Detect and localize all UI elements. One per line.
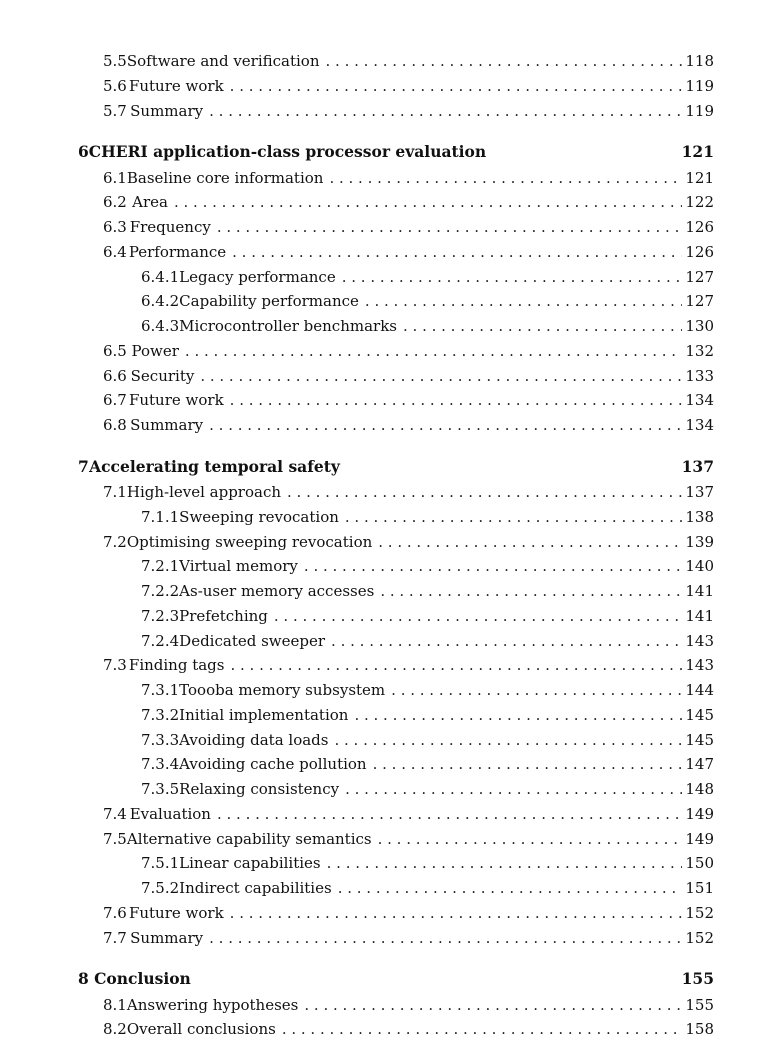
dot-leader — [226, 389, 683, 411]
toc-section-row[interactable] — [103, 481, 714, 503]
dot-leader — [226, 902, 683, 924]
toc-number: 6.8 — [103, 416, 127, 434]
toc-page-number: 143 — [685, 632, 714, 650]
dot-leader — [376, 580, 682, 602]
toc-number: 7.1 — [103, 483, 127, 501]
dot-leader — [325, 167, 682, 189]
toc-page-number: 144 — [685, 681, 714, 699]
toc-page-number: 126 — [685, 243, 714, 261]
toc-number: 6.1 — [103, 169, 127, 187]
toc-number: 7.1.1 — [141, 508, 180, 526]
toc-page-number: 149 — [685, 830, 714, 848]
toc-subsection-row[interactable] — [141, 580, 714, 602]
toc-title: Security — [130, 367, 195, 385]
toc-number: 7.7 — [103, 929, 127, 947]
toc-page-number: 137 — [685, 483, 714, 501]
dot-leader — [226, 654, 682, 676]
toc-title: Baseline core information — [126, 169, 324, 187]
toc-title: Summary — [130, 929, 204, 947]
toc-number: 8.2 — [103, 1020, 127, 1038]
toc-subsection-row[interactable] — [141, 506, 714, 528]
toc-number: 7.2.1 — [141, 557, 180, 575]
toc-subsection-row[interactable] — [141, 877, 714, 899]
dot-leader — [374, 828, 683, 850]
toc-title: Performance — [128, 243, 227, 261]
toc-page-number: 118 — [685, 52, 714, 70]
dot-leader — [399, 315, 682, 337]
toc-subsection-row[interactable] — [141, 729, 714, 751]
toc-section-row[interactable] — [103, 828, 714, 850]
toc-page-number: 141 — [685, 582, 714, 600]
toc-title: Answering hypotheses — [126, 996, 299, 1014]
toc-subsection-row[interactable] — [141, 605, 714, 627]
dot-leader — [322, 50, 683, 72]
toc-page-number: 141 — [685, 607, 714, 625]
toc-title: Future work — [128, 904, 224, 922]
toc-page-number: 149 — [685, 805, 714, 823]
toc-number: 7.3.2 — [141, 706, 180, 724]
toc-title: Overall conclusions — [126, 1020, 276, 1038]
toc-section-row[interactable] — [103, 994, 714, 1016]
toc-title: Prefetching — [179, 607, 268, 625]
toc-page-number: 155 — [685, 996, 714, 1014]
toc-subsection-row[interactable] — [141, 555, 714, 577]
toc-title: As-user memory accesses — [179, 582, 375, 600]
toc-title: Relaxing consistency — [179, 780, 340, 798]
toc-number: 6.7 — [103, 391, 127, 409]
toc-section-row[interactable] — [103, 414, 714, 436]
toc-number: 5.5 — [103, 52, 127, 70]
toc-number: 6.4.1 — [141, 268, 180, 286]
toc-subsection-row[interactable] — [141, 778, 714, 800]
toc-title: Accelerating temporal safety — [89, 457, 340, 476]
toc-number: 6.3 — [103, 218, 127, 236]
toc-title: Virtual memory — [179, 557, 298, 575]
toc-page-number: 119 — [685, 102, 714, 120]
toc-subsection-row[interactable] — [141, 753, 714, 775]
toc-number: 6 — [78, 142, 89, 161]
dot-leader — [327, 630, 682, 652]
toc-section-row[interactable] — [103, 100, 714, 122]
dot-leader — [361, 290, 682, 312]
toc-number: 7.2 — [103, 533, 127, 551]
toc-page-number: 145 — [685, 706, 714, 724]
toc-section-row[interactable] — [103, 902, 714, 924]
toc-title: Microcontroller benchmarks — [179, 317, 397, 335]
toc-page-number: 127 — [685, 292, 714, 310]
toc-section-row[interactable] — [103, 803, 714, 825]
toc-title: Software and verification — [126, 52, 320, 70]
dot-leader — [369, 753, 683, 775]
toc-number: 7.3.1 — [141, 681, 180, 699]
toc-number: 7.3.3 — [141, 731, 180, 749]
toc-title: Power — [131, 342, 179, 360]
toc-number: 5.6 — [103, 77, 127, 95]
toc-number: 7.5.2 — [141, 879, 180, 897]
toc-number: 6.5 — [103, 342, 127, 360]
toc-chapter-row[interactable] — [78, 968, 714, 990]
toc-title: CHERI application-class processor evaluation — [88, 142, 487, 161]
toc-number: 7.5 — [103, 830, 127, 848]
dot-leader — [341, 778, 682, 800]
toc-chapter-row[interactable] — [78, 456, 714, 478]
toc-title: Area — [132, 193, 168, 211]
toc-section-row[interactable] — [103, 241, 714, 263]
toc-subsection-row[interactable] — [141, 630, 714, 652]
toc-title: Capability performance — [179, 292, 359, 310]
toc-number: 7.2.4 — [141, 632, 180, 650]
toc-number: 6.6 — [103, 367, 127, 385]
toc-number: 7.2.2 — [141, 582, 180, 600]
toc-title: Sweeping revocation — [179, 508, 339, 526]
dot-leader — [350, 704, 682, 726]
toc-number: 7.3.4 — [141, 755, 180, 773]
toc-number: 6.4.3 — [141, 317, 180, 335]
toc-page-number: 121 — [685, 169, 714, 187]
dot-leader — [300, 555, 682, 577]
dot-leader — [196, 365, 682, 387]
toc-subsection-row[interactable] — [141, 679, 714, 701]
toc-page-number: 152 — [685, 904, 714, 922]
toc-title: Summary — [130, 416, 204, 434]
toc-title: Optimising sweeping revocation — [126, 533, 373, 551]
dot-leader — [330, 729, 682, 751]
toc-title: Future work — [128, 391, 224, 409]
toc-page-number: 147 — [685, 755, 714, 773]
toc-number: 6.4 — [103, 243, 127, 261]
toc-title: Future work — [128, 77, 224, 95]
toc-title: Alternative capability semantics — [126, 830, 372, 848]
toc-page-number: 137 — [681, 457, 714, 476]
toc-section-row[interactable] — [103, 654, 714, 676]
dot-leader — [374, 531, 682, 553]
toc-title: Initial implementation — [179, 706, 349, 724]
toc-page-number: 134 — [685, 416, 714, 434]
toc-page-number: 143 — [685, 656, 714, 674]
toc-subsection-row[interactable] — [141, 266, 714, 288]
toc-page-number: 121 — [681, 142, 714, 161]
toc-section-row[interactable] — [103, 389, 714, 411]
toc-section-row[interactable] — [103, 191, 714, 213]
toc-title: Dedicated sweeper — [179, 632, 326, 650]
toc-title: Summary — [130, 102, 204, 120]
toc-number: 8.1 — [103, 996, 127, 1014]
toc-page-number: 148 — [685, 780, 714, 798]
dot-leader — [334, 877, 683, 899]
toc-section-row[interactable] — [103, 365, 714, 387]
toc-title: Linear capabilities — [179, 854, 321, 872]
dot-leader — [387, 679, 682, 701]
toc-number: 7.5.1 — [141, 854, 180, 872]
toc-page-number: 122 — [685, 193, 714, 211]
toc-page-number: 132 — [685, 342, 714, 360]
toc-page-number: 134 — [685, 391, 714, 409]
toc-page-number: 126 — [685, 218, 714, 236]
dot-leader — [228, 241, 682, 263]
toc-number: 8 — [78, 969, 89, 988]
dot-leader — [270, 605, 682, 627]
toc-title: Evaluation — [129, 805, 211, 823]
toc-number: 7.6 — [103, 904, 127, 922]
toc-page-number: 119 — [685, 77, 714, 95]
toc-number: 6.4.2 — [141, 292, 180, 310]
toc-section-row[interactable] — [103, 75, 714, 97]
toc-title: Legacy performance — [179, 268, 336, 286]
dot-leader — [278, 1018, 683, 1040]
dot-leader — [323, 852, 683, 874]
dot-leader — [300, 994, 682, 1016]
toc-subsection-row[interactable] — [141, 290, 714, 312]
dot-leader — [338, 266, 683, 288]
toc-chapter-row[interactable] — [78, 141, 714, 163]
toc-section-row[interactable] — [103, 216, 714, 238]
toc-page-number: 130 — [685, 317, 714, 335]
dot-leader — [205, 927, 682, 949]
toc-page-number: 150 — [685, 854, 714, 872]
toc-section-row[interactable] — [103, 167, 714, 189]
toc-page-number: 127 — [685, 268, 714, 286]
dot-leader — [181, 340, 682, 362]
toc-page-number: 139 — [685, 533, 714, 551]
toc-subsection-row[interactable] — [141, 852, 714, 874]
dot-leader — [283, 481, 682, 503]
dot-leader — [341, 506, 682, 528]
toc-title: Finding tags — [128, 656, 225, 674]
toc-title: Avoiding data loads — [179, 731, 329, 749]
toc-page-number: 155 — [681, 969, 714, 988]
toc-title: Toooba memory subsystem — [179, 681, 386, 699]
toc-title: Avoiding cache pollution — [179, 755, 367, 773]
toc-page-number: 133 — [685, 367, 714, 385]
toc-section-row[interactable] — [103, 340, 714, 362]
dot-leader — [205, 414, 682, 436]
toc-title: High-level approach — [126, 483, 282, 501]
toc-section-row[interactable] — [103, 531, 714, 553]
toc-page-number: 145 — [685, 731, 714, 749]
toc-number: 7.4 — [103, 805, 127, 823]
dot-leader — [205, 100, 682, 122]
toc-section-row[interactable] — [103, 927, 714, 949]
toc-page-number: 151 — [685, 879, 714, 897]
toc-title: Indirect capabilities — [179, 879, 332, 897]
toc-page-number: 158 — [685, 1020, 714, 1038]
toc-title: Frequency — [129, 218, 211, 236]
dot-leader — [170, 191, 682, 213]
dot-leader — [213, 216, 683, 238]
dot-leader — [226, 75, 683, 97]
toc-number: 5.7 — [103, 102, 127, 120]
toc-number: 7.3 — [103, 656, 127, 674]
toc-title: Conclusion — [94, 969, 191, 988]
dot-leader — [213, 803, 682, 825]
toc-number: 7.3.5 — [141, 780, 180, 798]
toc-subsection-row[interactable] — [141, 704, 714, 726]
toc-section-row[interactable] — [103, 50, 714, 72]
toc-page-number: 138 — [685, 508, 714, 526]
toc-section-row[interactable] — [103, 1018, 714, 1040]
toc-number: 7 — [78, 457, 89, 476]
toc-subsection-row[interactable] — [141, 315, 714, 337]
toc-page-number: 152 — [685, 929, 714, 947]
toc-number: 7.2.3 — [141, 607, 180, 625]
toc-page-number: 140 — [685, 557, 714, 575]
toc-number: 6.2 — [103, 193, 127, 211]
